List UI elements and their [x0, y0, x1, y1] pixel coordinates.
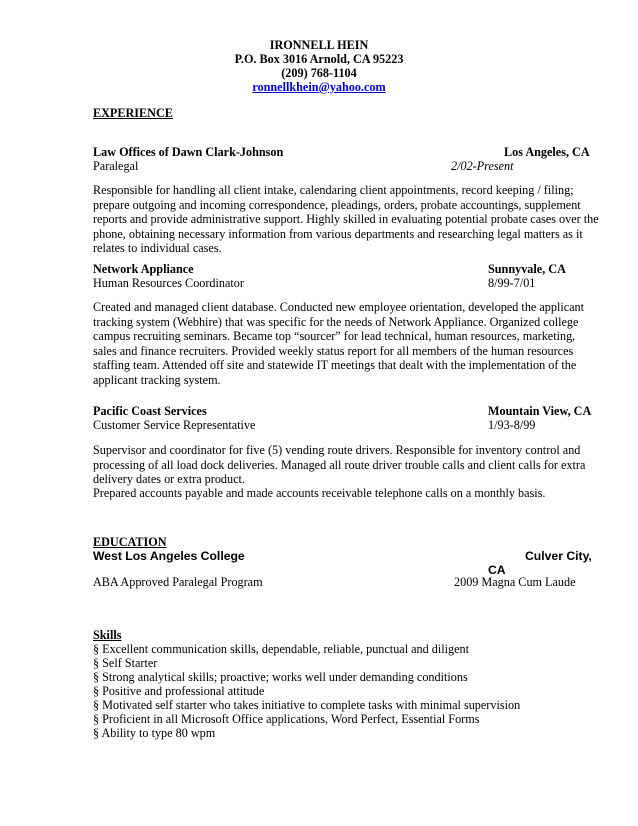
- skill-text: Proficient in all Microsoft Office applications, Word Perfect, Essential Forms: [102, 712, 480, 726]
- skill-item: [93, 642, 469, 657]
- job3-description: Supervisor and coordinator for five (5) vending route drivers. Responsible for inventory control and processing of all load dock deliveries. Managed all route driver trouble calls and client calls for extra delivery dates or extra product.: [93, 443, 586, 486]
- bullet-glyph: §: [93, 684, 100, 698]
- skill-text: Motivated self starter who takes initiative to complete tasks with minimal supervision: [102, 698, 521, 712]
- skill-text: Strong analytical skills; proactive; works well under demanding conditions: [102, 670, 468, 684]
- skill-item: [93, 670, 468, 685]
- job3-description-extra: Prepared accounts payable and made accounts receivable telephone calls on a monthly basis.: [93, 486, 546, 500]
- skill-text: Excellent communication skills, dependable, reliable, punctual and diligent: [102, 642, 470, 656]
- program-name: ABA Approved Paralegal Program: [93, 575, 263, 589]
- bullet-glyph: §: [93, 698, 100, 712]
- school-name: West Los Angeles College: [93, 549, 245, 563]
- bullet-glyph: §: [93, 656, 100, 670]
- skills-heading: Skills: [93, 628, 122, 642]
- job3-title: Customer Service Representative: [93, 418, 256, 432]
- job1-description: Responsible for handling all client intake, calendaring client appointments, record keeping / filing; prepare outgoing and incoming correspondence, pleadings, orders, probate accountings, supplement reports and provide administrative support. Highly skilled in evaluating potential probate cases over the phone, obtaining necessary information from various departments and researching legal matters as it relates to individual cases.: [93, 183, 599, 255]
- email-line: [0, 80, 638, 95]
- bullet-glyph: §: [93, 670, 100, 684]
- bullet-glyph: §: [93, 712, 100, 726]
- email-link[interactable]: ronnellkhein@yahoo.com: [252, 80, 386, 94]
- experience-heading: EXPERIENCE: [93, 106, 173, 120]
- job1-employer: Law Offices of Dawn Clark-Johnson: [93, 145, 284, 159]
- skill-item: [93, 684, 264, 699]
- job2-description: Created and managed client database. Conducted new employee orientation, developed the applicant tracking system (Webhire) that was specific for the needs of Network Appliance. Organized college campus recruiting seminars. Became top “sourcer” for lead technical, human resources, marketing, sales and finance recruiters. Provided weekly status report for all members of the human resources staffing team. Attended off site and statewide IT meetings that dealt with the implementation of the applicant tracking system.: [93, 300, 585, 387]
- skill-text: Self Starter: [102, 656, 158, 670]
- job1-title: Paralegal: [93, 159, 139, 173]
- school-location-state: CA: [488, 563, 506, 577]
- bullet-glyph: §: [93, 642, 100, 656]
- job3-location: Mountain View, CA: [488, 404, 592, 418]
- program-honor: 2009 Magna Cum Laude: [454, 575, 576, 589]
- job2-employer: Network Appliance: [93, 262, 194, 276]
- phone-number: (209) 768-1104: [281, 66, 357, 80]
- skill-text: Ability to type 80 wpm: [101, 726, 216, 740]
- job3-dates: 1/93-8/99: [488, 418, 536, 432]
- job2-title: Human Resources Coordinator: [93, 276, 244, 290]
- job1-dates: 2/02-Present: [451, 159, 514, 173]
- skill-item: [93, 698, 520, 713]
- skill-item: [93, 726, 215, 741]
- skill-item: [93, 656, 157, 671]
- job3-employer: Pacific Coast Services: [93, 404, 207, 418]
- skill-text: Positive and professional attitude: [102, 684, 265, 698]
- job1-location: Los Angeles, CA: [504, 145, 590, 159]
- school-location-city: Culver City,: [525, 549, 592, 563]
- applicant-name: IRONNELL HEIN: [269, 38, 369, 52]
- bullet-glyph: §: [93, 726, 100, 740]
- job2-dates: 8/99-7/01: [488, 276, 536, 290]
- skill-item: [93, 712, 479, 727]
- job2-location: Sunnyvale, CA: [488, 262, 566, 276]
- education-heading: EDUCATION: [93, 535, 167, 549]
- mailing-address: P.O. Box 3016 Arnold, CA 95223: [234, 52, 404, 66]
